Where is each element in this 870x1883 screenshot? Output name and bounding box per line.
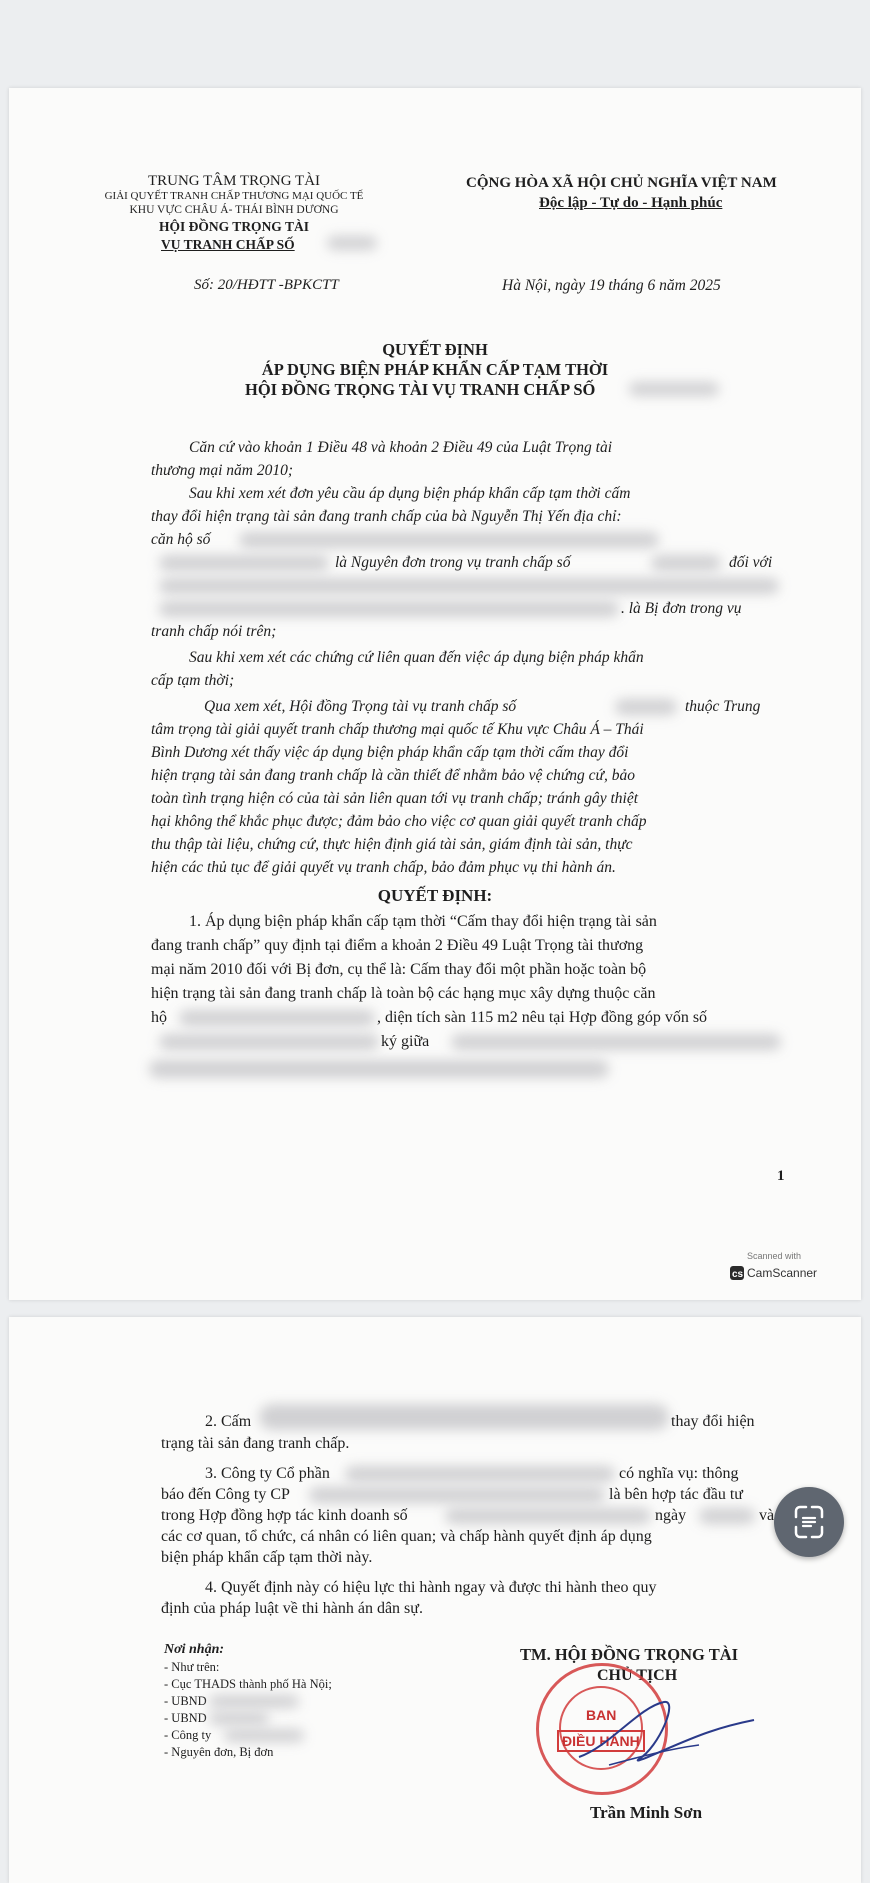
decision-line: 1. Áp dụng biện pháp khẩn cấp tạm thời “Cấm thay đổi hiện trạng tài sản bbox=[189, 913, 657, 930]
clause-3: biện pháp khẩn cấp tạm thời này. bbox=[161, 1549, 373, 1566]
body-line: hiện trạng tài sản đang tranh chấp là cần thiết để nhằm bảo vệ chứng cứ, bảo bbox=[151, 767, 635, 784]
signer-name: Trần Minh Sơn bbox=[590, 1803, 703, 1822]
decision-heading: QUYẾT ĐỊNH: bbox=[377, 886, 493, 905]
redacted-company bbox=[345, 1466, 615, 1482]
clause-3: là bên hợp tác đầu tư bbox=[609, 1486, 743, 1503]
redacted-apartment bbox=[179, 1010, 375, 1026]
redacted-recipient bbox=[209, 1695, 299, 1708]
document-date: Hà Nội, ngày 19 tháng 6 năm 2025 bbox=[502, 277, 721, 294]
case-label: VỤ TRANH CHẤP SỐ bbox=[161, 237, 295, 252]
redacted-parties bbox=[149, 1060, 609, 1078]
national-title: CỘNG HÒA XÃ HỘI CHỦ NGHĨA VIỆT NAM bbox=[466, 175, 777, 191]
clause-3: ngày bbox=[655, 1507, 687, 1524]
redacted-contract bbox=[445, 1508, 651, 1524]
stamp-text: BAN bbox=[586, 1707, 617, 1723]
body-line: hại không thể khắc phục được; đảm bảo cho việc cơ quan giải quyết tranh chấp bbox=[151, 813, 647, 830]
signature-icon bbox=[569, 1687, 759, 1777]
signature-role: CHỦ TỊCH bbox=[597, 1667, 678, 1684]
redacted-address bbox=[159, 555, 329, 571]
redacted-recipient bbox=[209, 1712, 269, 1725]
body-line: tâm trọng tài giải quyết tranh chấp thương mại quốc tế Khu vực Châu Á – Thái bbox=[151, 721, 644, 738]
recipient-item: - UBND bbox=[164, 1711, 207, 1725]
clause-3: trong Hợp đồng hợp tác kinh doanh số bbox=[161, 1507, 408, 1524]
redacted-date bbox=[699, 1508, 755, 1524]
clause-3: 3. Công ty Cổ phần bbox=[205, 1465, 330, 1482]
org-name: TRUNG TÂM TRỌNG TÀI bbox=[147, 173, 321, 189]
body-line: Bình Dương xét thấy việc áp dụng biện pháp khẩn cấp tạm thời cấm thay đổi bbox=[151, 744, 629, 761]
body-line: đối với bbox=[729, 554, 773, 571]
body-line: căn hộ số bbox=[151, 531, 211, 548]
clause-4: định của pháp luật về thi hành án dân sự. bbox=[161, 1600, 423, 1617]
document-page-1 bbox=[9, 88, 861, 1300]
clause-3: báo đến Công ty CP bbox=[161, 1486, 290, 1503]
tribunal-name: HỘI ĐỒNG TRỌNG TÀI bbox=[159, 219, 309, 234]
clause-2: trạng tài sản đang tranh chấp. bbox=[161, 1435, 350, 1452]
body-line: thuộc Trung bbox=[685, 698, 761, 715]
clause-3: có nghĩa vụ: thông bbox=[619, 1465, 739, 1482]
redacted-case-number bbox=[615, 699, 677, 715]
body-line: thu thập tài liệu, chứng cứ, thực hiện định giá tài sản, giám định tài sản, thực bbox=[151, 836, 633, 853]
org-subtitle: GIẢI QUYẾT TRANH CHẤP THƯƠNG MẠI QUỐC TẾ bbox=[104, 190, 364, 202]
body-line: thương mại năm 2010; bbox=[151, 462, 294, 479]
redacted-contract bbox=[159, 1034, 379, 1050]
body-line: Sau khi xem xét các chứng cứ liên quan đến việc áp dụng biện pháp khẩn bbox=[189, 649, 644, 666]
clause-3: và bbox=[759, 1507, 775, 1524]
recipient-item: - Công ty bbox=[164, 1728, 212, 1742]
clause-4: 4. Quyết định này có hiệu lực thi hành ngay và được thi hành theo quy bbox=[205, 1579, 657, 1596]
page-number: 1 bbox=[777, 1168, 785, 1184]
clause-3: các cơ quan, tổ chức, cá nhân có liên quan; và chấp hành quyết định áp dụng bbox=[161, 1528, 652, 1545]
document-ref-number: Số: 20/HĐTT -BPKCTT bbox=[194, 277, 339, 293]
scanner-brand: CamScanner bbox=[747, 1266, 818, 1280]
body-line: Sau khi xem xét đơn yêu cầu áp dụng biện pháp khẩn cấp tạm thời cấm bbox=[189, 485, 631, 502]
camscanner-logo-icon bbox=[730, 1266, 744, 1280]
document-subtitle: ÁP DỤNG BIỆN PHÁP KHẨN CẤP TẠM THỜI bbox=[261, 360, 609, 379]
redacted-address bbox=[239, 532, 659, 548]
org-region: KHU VỰC CHÂU Á- THÁI BÌNH DƯƠNG bbox=[129, 204, 339, 216]
decision-line: mại năm 2010 đối với Bị đơn, cụ thể là: Cấm thay đổi một phần hoặc toàn bộ bbox=[151, 961, 647, 978]
redacted-case-number-title bbox=[629, 382, 719, 396]
recipient-item: - Như trên: bbox=[164, 1660, 220, 1674]
redacted-defendant bbox=[159, 578, 779, 594]
document-page-2 bbox=[9, 1317, 861, 1883]
svg-text:cs: cs bbox=[732, 1269, 744, 1280]
decision-line: , diện tích sàn 115 m2 nêu tại Hợp đồng góp vốn số bbox=[377, 1009, 708, 1026]
redacted-text bbox=[259, 1404, 669, 1430]
decision-line: hộ bbox=[151, 1009, 167, 1026]
recipients-heading: Nơi nhận: bbox=[164, 1642, 225, 1657]
body-line: cấp tạm thời; bbox=[151, 672, 235, 689]
body-line: là Nguyên đơn trong vụ tranh chấp số bbox=[335, 554, 571, 571]
scan-text-button[interactable] bbox=[774, 1487, 844, 1557]
recipient-item: - UBND bbox=[164, 1694, 207, 1708]
redacted-case-number bbox=[327, 236, 377, 250]
decision-line: hiện trạng tài sản đang tranh chấp là toàn bộ các hạng mục xây dựng thuộc căn bbox=[151, 985, 656, 1002]
signature-org: TM. HỘI ĐỒNG TRỌNG TÀI bbox=[520, 1645, 739, 1664]
stamp-text: ĐIỀU HÀNH bbox=[557, 1730, 645, 1752]
clause-2: thay đổi hiện bbox=[671, 1413, 755, 1430]
recipient-item: - Cục THADS thành phố Hà Nội; bbox=[164, 1677, 332, 1691]
document-title: QUYẾT ĐỊNH bbox=[382, 340, 488, 359]
decision-line: đang tranh chấp” quy định tại điểm a khoản 2 Điều 49 Luật Trọng tài thương bbox=[151, 937, 644, 954]
body-line: tranh chấp nói trên; bbox=[151, 623, 277, 640]
scan-text-icon bbox=[774, 1487, 844, 1557]
clause-2: 2. Cấm bbox=[205, 1413, 252, 1430]
document-subtitle-2: HỘI ĐỒNG TRỌNG TÀI VỤ TRANH CHẤP SỐ bbox=[245, 380, 596, 399]
body-line: . là Bị đơn trong vụ bbox=[621, 600, 742, 617]
redacted-case-number bbox=[651, 555, 721, 571]
body-line: toàn tình trạng hiện có của tài sản liên quan tới vụ tranh chấp; tránh gây thiệt bbox=[151, 790, 639, 807]
body-line: thay đổi hiện trạng tài sản đang tranh chấp của bà Nguyễn Thị Yến địa chỉ: bbox=[151, 508, 622, 525]
redacted-parties bbox=[451, 1034, 781, 1050]
scanner-caption: Scanned with bbox=[747, 1251, 802, 1261]
decision-line: ký giữa bbox=[381, 1033, 430, 1050]
redacted-company bbox=[309, 1487, 605, 1503]
body-line: Qua xem xét, Hội đồng Trọng tài vụ tranh chấp số bbox=[204, 698, 517, 715]
national-motto: Độc lập - Tự do - Hạnh phúc bbox=[539, 195, 723, 211]
body-line: Căn cứ vào khoản 1 Điều 48 và khoản 2 Điều 49 của Luật Trọng tài bbox=[189, 439, 613, 456]
redacted-recipient bbox=[224, 1729, 304, 1742]
body-line: hiện các thủ tục để giải quyết vụ tranh chấp, bảo đảm phục vụ thi hành án. bbox=[151, 859, 616, 876]
redacted-defendant bbox=[159, 601, 619, 617]
recipient-item: - Nguyên đơn, Bị đơn bbox=[164, 1745, 274, 1759]
